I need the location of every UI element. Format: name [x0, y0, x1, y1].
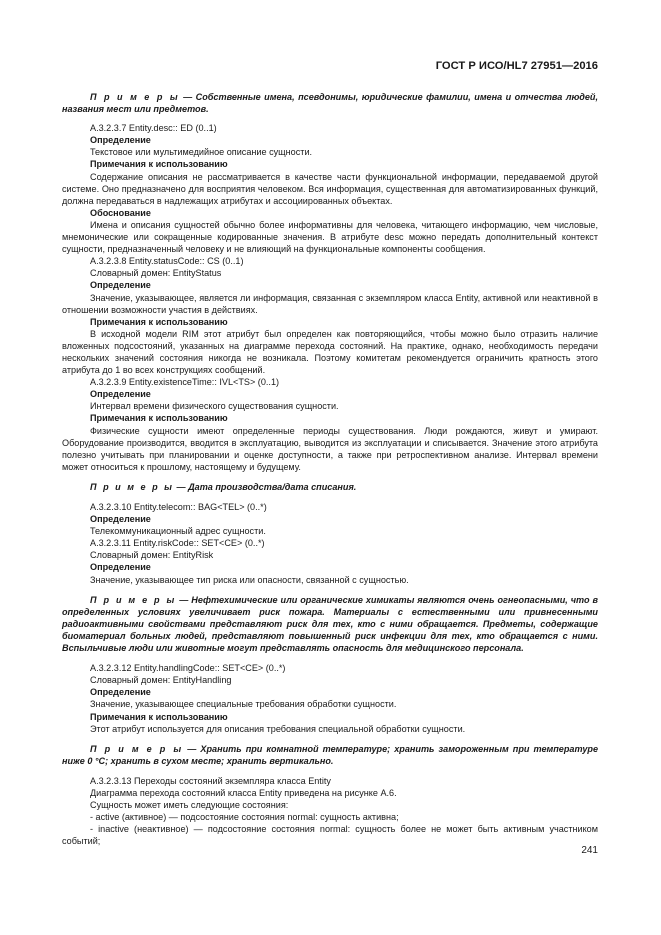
- transitions-text: Сущность может иметь следующие состояния:: [90, 800, 289, 811]
- desc-rationale: Имена и описания сущностей обычно более информативны для человека, читающего информацию, чем числовые, мнемонические или сокращенные кодированные значения. В атрибуте desc можно передать дополнительный контекст сущности, предназначенный человеку и не влияющий на функциональные компоненты сообщения.: [62, 219, 598, 255]
- rationale-label: Обоснование: [90, 207, 151, 218]
- telecom-definition: Телекоммуникационный адрес сущности.: [90, 526, 266, 537]
- example-text: — Собственные имена, псевдонимы, юридические фамилии, имена и отчества людей, названия мест или предметов.: [62, 92, 598, 115]
- section-heading-transitions: A.3.2.3.13 Переходы состояний экземпляра класса Entity: [90, 775, 331, 786]
- example-lead: П р и м е р ы: [90, 594, 177, 605]
- example-dates: [62, 481, 598, 493]
- status-domain: Словарный домен: EntityStatus: [90, 268, 222, 279]
- handling-domain: Словарный домен: EntityHandling: [90, 675, 232, 686]
- desc-definition: Текстовое или мультимедийное описание сущности.: [90, 147, 313, 158]
- definition-label: Определение: [90, 135, 151, 146]
- example-text: — Дата производства/дата списания.: [176, 481, 357, 492]
- section-heading-existence: A.3.2.3.9 Entity.existenceTime:: IVL<TS> (0..1): [90, 377, 280, 388]
- definition-label: Определение: [90, 687, 151, 698]
- status-usage-notes: В исходной модели RIM этот атрибут был определен как повторяющийся, чтобы можно было отразить наличие вложенных подсостояний, указанных на диаграмме перехода состояний. На практике, однако, необходимость передачи нескольких значений состояния никогда не возникала. Поэтому комитетам рекомендуется ограничить кратность этого атрибута до 1 во всех конструкциях сообщений.: [62, 328, 598, 376]
- example-handling: [62, 743, 598, 767]
- section-heading-desc: A.3.2.3.7 Entity.desc:: ED (0..1): [90, 123, 217, 134]
- document-header: ГОСТ Р ИСО/HL7 27951—2016: [435, 60, 598, 72]
- definition-label: Определение: [90, 389, 151, 400]
- page-number: 241: [581, 845, 598, 856]
- usage-notes-label: Примечания к использованию: [90, 316, 228, 327]
- transitions-text: Диаграмма перехода состояний класса Entity приведена на рисунке А.6.: [90, 787, 397, 798]
- usage-notes-label: Примечания к использованию: [90, 413, 228, 424]
- section-heading-handling: A.3.2.3.12 Entity.handlingCode:: SET<CE> (0..*): [90, 663, 286, 674]
- status-definition: Значение, указывающее, является ли информация, связанная с экземпляром класса Entity, активной или неактивной в отношении возможности участия в действиях.: [62, 292, 598, 315]
- example-lead: П р и м е р ы: [90, 743, 184, 754]
- example-risk: [62, 594, 598, 654]
- example-lead: П р и м е р ы: [90, 481, 174, 492]
- section-heading-telecom: A.3.2.3.10 Entity.telecom:: BAG<TEL> (0..*): [90, 502, 267, 512]
- risk-domain: Словарный домен: EntityRisk: [90, 550, 214, 561]
- handling-definition: Значение, указывающее специальные требования обработки сущности.: [90, 699, 397, 710]
- risk-definition: Значение, указывающее тип риска или опасности, связанной с сущностью.: [90, 574, 409, 585]
- example-text: — Нефтехимические или органические химикаты являются очень огнеопасными, что в определенных условиях увеличивает риск пожара. Материалы с естественными или привнесенными радиоактивными свойствами представляют риск для тех, кто с ними обращается. Предметы, содержащие биоматериал больных людей, представляют повышенный риск инфекции для тех, кто обращается с ними. Вспыльчивые люди или животные могут представлять опасность для медицинского персонала.: [62, 594, 598, 654]
- desc-usage-notes: Содержание описания не рассматривается в качестве части функциональной информации, передаваемой другой системе. Оно предназначено для восприятия человеком. Вся информация, существенная для автоматизированных функций, должна передаваться в надлежащих атрибутах и ассоциированных объектах.: [62, 171, 598, 206]
- section-heading-status: A.3.2.3.8 Entity.statusCode:: CS (0..1): [90, 256, 244, 267]
- usage-notes-label: Примечания к использованию: [90, 711, 228, 722]
- existence-definition: Интервал времени физического существования сущности.: [90, 401, 339, 412]
- definition-label: Определение: [90, 280, 151, 291]
- usage-notes-label: Примечания к использованию: [90, 159, 228, 170]
- example-lead: П р и м е р ы: [90, 92, 180, 102]
- definition-label: Определение: [90, 514, 151, 525]
- example-text: — Хранить при комнатной температуре; хранить замороженным при температуре ниже 0 °С; хранить в сухом месте; хранить вертикально.: [62, 743, 598, 766]
- page-content: [62, 91, 598, 847]
- state-list-item: - inactive (неактивное) — подсостояние состояния normal: сущность более не может быть активным участником событий;: [62, 824, 598, 847]
- handling-usage-notes: Этот атрибут используется для описания требования специальной обработки сущности.: [90, 723, 466, 734]
- state-list-item: - active (активное) — подсостояние состояния normal: сущность активна;: [90, 812, 399, 823]
- example-names: [62, 91, 598, 115]
- definition-label: Определение: [90, 562, 151, 573]
- existence-usage-notes: Физические сущности имеют определенные периоды существования. Люди рождаются, живут и умирают. Оборудование производится, вводится в эксплуатацию, выводится из эксплуатации и списывается. Значение этого атрибута полезно учитывать при планировании и оценке доступности, а также при ретроспективном анализе. Интервал времени может относиться к прошлому, настоящему и будущему.: [62, 425, 598, 472]
- section-heading-risk: A.3.2.3.11 Entity.riskCode:: SET<CE> (0..*): [90, 538, 265, 549]
